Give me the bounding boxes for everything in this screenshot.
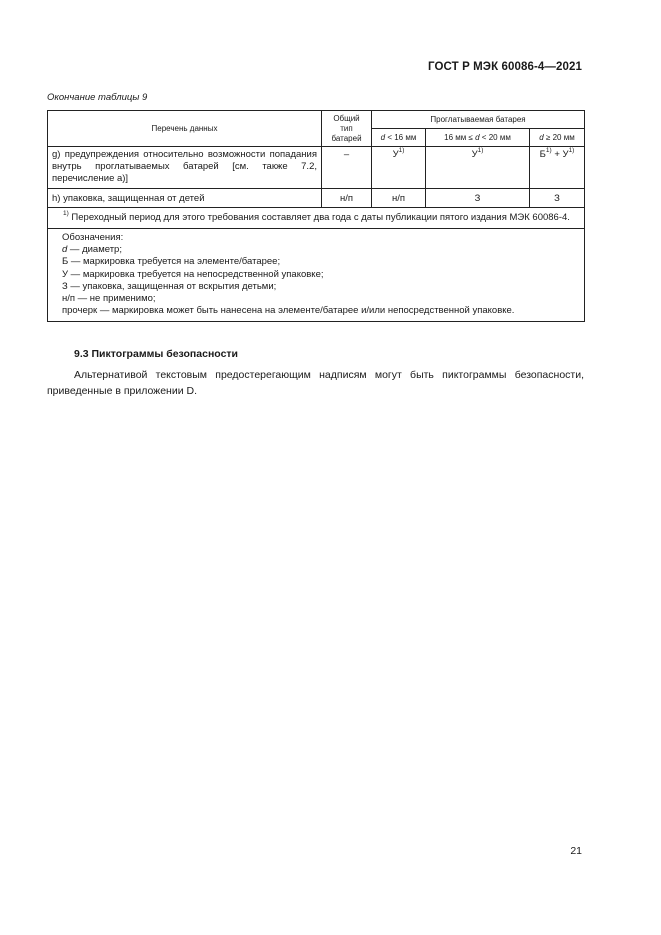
- table-row: [48, 147, 585, 189]
- legend-item: d — диаметр;: [62, 244, 122, 256]
- data-table: [47, 110, 585, 322]
- table-caption: Окончание таблицы 9: [47, 92, 148, 103]
- document-code: ГОСТ Р МЭК 60086-4—2021: [428, 61, 582, 73]
- page-number: 21: [570, 845, 582, 857]
- legend-item: н/п — не применимо;: [62, 293, 156, 305]
- legend-item: Б — маркировка требуется на элементе/батарее;: [62, 256, 281, 268]
- legend-item: У — маркировка требуется на непосредственной упаковке;: [62, 268, 324, 280]
- legend-row: [48, 229, 585, 322]
- legend-item: З — упаковка, защищенная от вскрытия детьми;: [62, 280, 277, 292]
- sub-header-d-20-plus: d ≥ 20 мм: [530, 129, 585, 147]
- sub-header-d-less-16: d < 16 мм: [372, 129, 426, 147]
- legend-item: прочерк — маркировка может быть нанесена на элементе/батарее и/или непосредственной упаковке.: [62, 305, 515, 317]
- legend-title: Обозначения:: [62, 232, 124, 243]
- cell-d-20-plus: $Б^{1)} + У^{1)}$: [530, 147, 585, 189]
- cell-d-20-plus: З: [530, 189, 585, 208]
- cell-d-16-to-20: З: [426, 189, 530, 208]
- body-paragraph: Альтернативой текстовым предостерегающим надписям могут быть пиктограммы безопасности, приведенные в приложении D.: [47, 369, 584, 397]
- column-header-general-type: Общий тип батарей: [322, 111, 372, 147]
- legend: [48, 229, 585, 322]
- cell-d-less-16: $У^{1)}$: [372, 147, 426, 189]
- cell-general: н/п: [322, 189, 372, 208]
- footnote: $^{1)}$ Переходный период для этого требования составляет два года с даты публикации пятого издания МЭК 60086-4.: [48, 208, 585, 229]
- section-heading: 9.3 Пиктограммы безопасности: [74, 348, 239, 360]
- row-label: g) предупреждения относительно возможности попадания внутрь проглатываемых батарей [см. также 7.2, перечисление а)]: [48, 147, 322, 189]
- cell-d-less-16: н/п: [372, 189, 426, 208]
- cell-d-16-to-20: $У^{1)}$: [426, 147, 530, 189]
- cell-general: –: [322, 147, 372, 189]
- row-label: h) упаковка, защищенная от детей: [48, 189, 322, 208]
- column-header-data-list: Перечень данных: [48, 111, 322, 147]
- column-header-swallowable: Проглатываемая батарея: [372, 111, 585, 129]
- footnote-row: [48, 208, 585, 229]
- sub-header-d-16-to-20: 16 мм ≤ d < 20 мм: [426, 129, 530, 147]
- table-row: [48, 189, 585, 208]
